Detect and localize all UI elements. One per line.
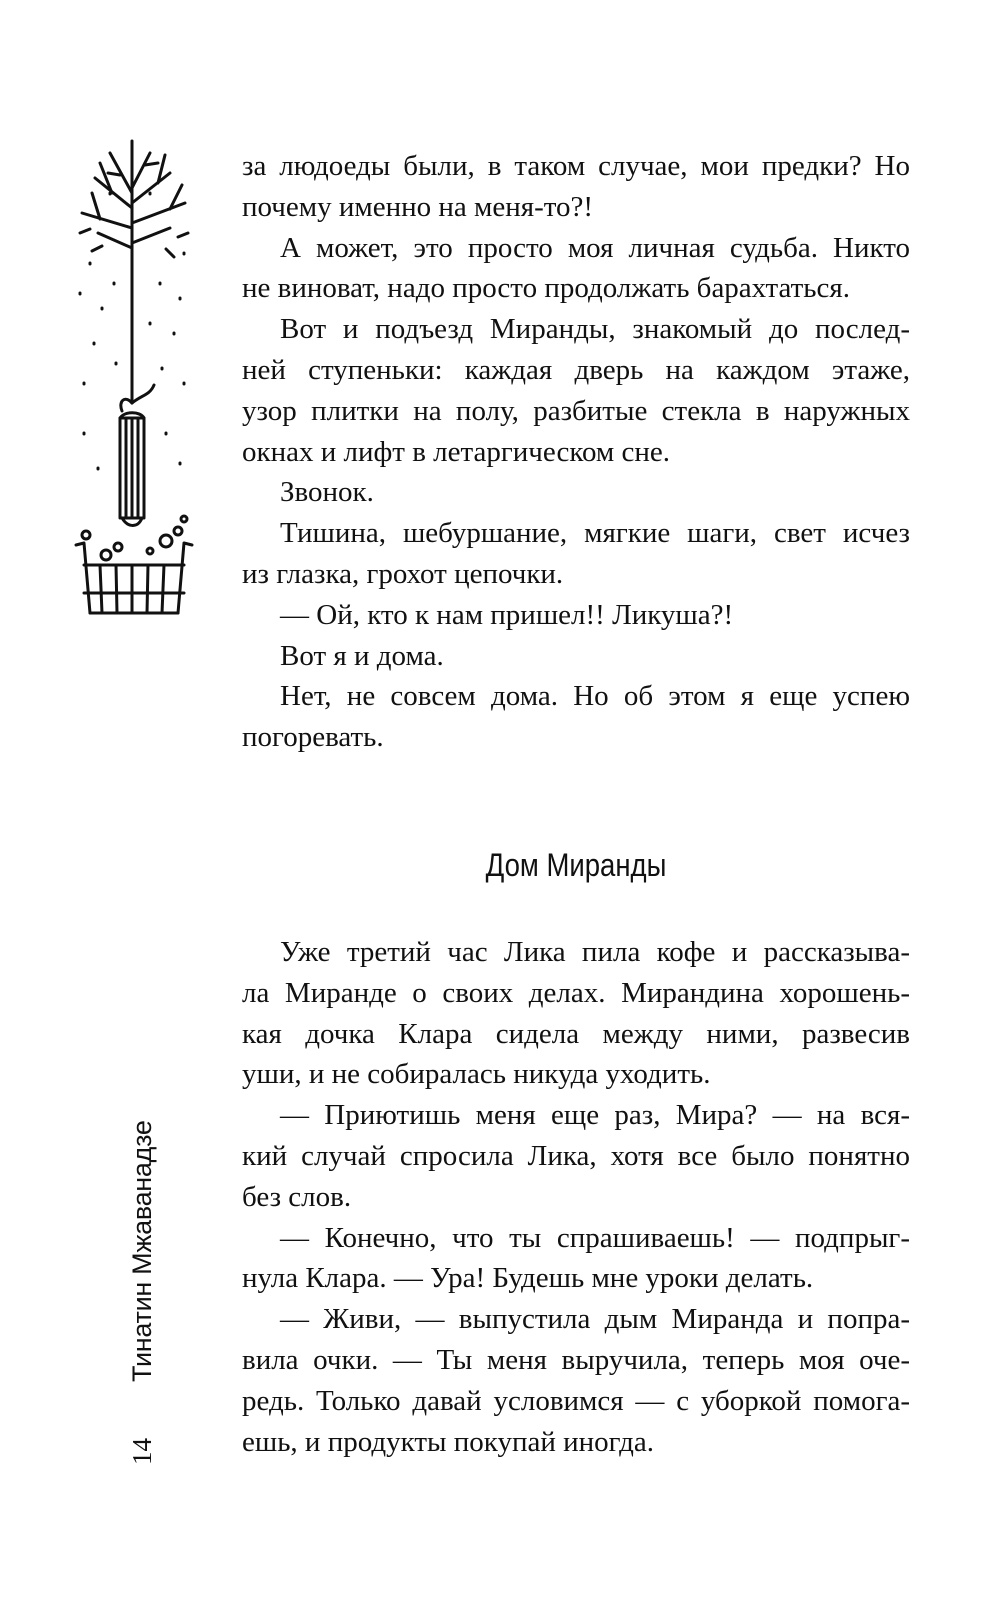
text-line: — Живи, — выпустила дым Миранда и попра- — [280, 1303, 910, 1336]
text-line: вила очки. — Ты меня выручила, теперь моя оче- — [242, 1343, 910, 1376]
text-line: узор плитки на полу, разбитые стекла в наружных — [242, 394, 910, 427]
text-line: редь. Только давай условимся — с уборкой помога- — [242, 1384, 910, 1417]
text-line: Тишина, шебуршание, мягкие шаги, свет исчез — [280, 517, 910, 550]
text-line: ешь, и продукты покупай иногда. — [242, 1425, 654, 1458]
text-line: за людоеды были, в таком случае, мои предки? Но — [242, 150, 910, 182]
body-text-top — [242, 146, 910, 758]
text-line: из глазка, грохот цепочки. — [242, 557, 564, 590]
running-header — [125, 1120, 159, 1465]
text-line: ней ступеньки: каждая дверь на каждом этаже, — [242, 353, 910, 386]
text-line: Уже третий час Лика пила кофе и рассказыва- — [280, 936, 910, 968]
text-line: Звонок. — [280, 476, 374, 509]
text-line: почему именно на меня-то?! — [242, 190, 594, 223]
text-line: Вот я и дома. — [280, 639, 444, 672]
text-line: кий случай спросила Лика, хотя все было понятно — [242, 1139, 910, 1172]
text-line: ла Миранде о своих делах. Мирандина хорошень- — [242, 976, 910, 1009]
text-line: — Ой, кто к нам пришел!! Ликуша?! — [280, 598, 734, 631]
text-line: не виноват, надо просто продолжать барахтаться. — [242, 272, 850, 305]
text-line: уши, и не собиралась никуда уходить. — [242, 1058, 711, 1091]
text-line: Вот и подъезд Миранды, знакомый до послед- — [280, 313, 910, 346]
page-number: 14 — [127, 1438, 157, 1465]
text-line: — Приютишь меня еще раз, Мира? — на вся- — [280, 1099, 910, 1132]
chapter-title: Дом Миранды — [485, 847, 667, 883]
running-author: Тинатин Мжаванадзе — [127, 1120, 157, 1382]
text-line: кая дочка Клара сидела между ними, развесив — [242, 1017, 910, 1050]
birch-broom-in-tub-icon — [70, 133, 220, 663]
text-line: нула Клара. — Ура! Будешь мне уроки делать. — [242, 1262, 814, 1295]
text-line: А может, это просто моя личная судьба. Никто — [280, 231, 910, 264]
body-text-bottom — [242, 932, 910, 1462]
text-line: Нет, не совсем дома. Но об этом я еще успею — [280, 680, 910, 713]
text-line: — Конечно, что ты спрашиваешь! — подпрыг- — [280, 1221, 910, 1254]
text-line: окнах и лифт в летаргическом сне. — [242, 435, 671, 468]
text-line: без слов. — [242, 1180, 352, 1213]
text-line: погоревать. — [242, 721, 384, 754]
